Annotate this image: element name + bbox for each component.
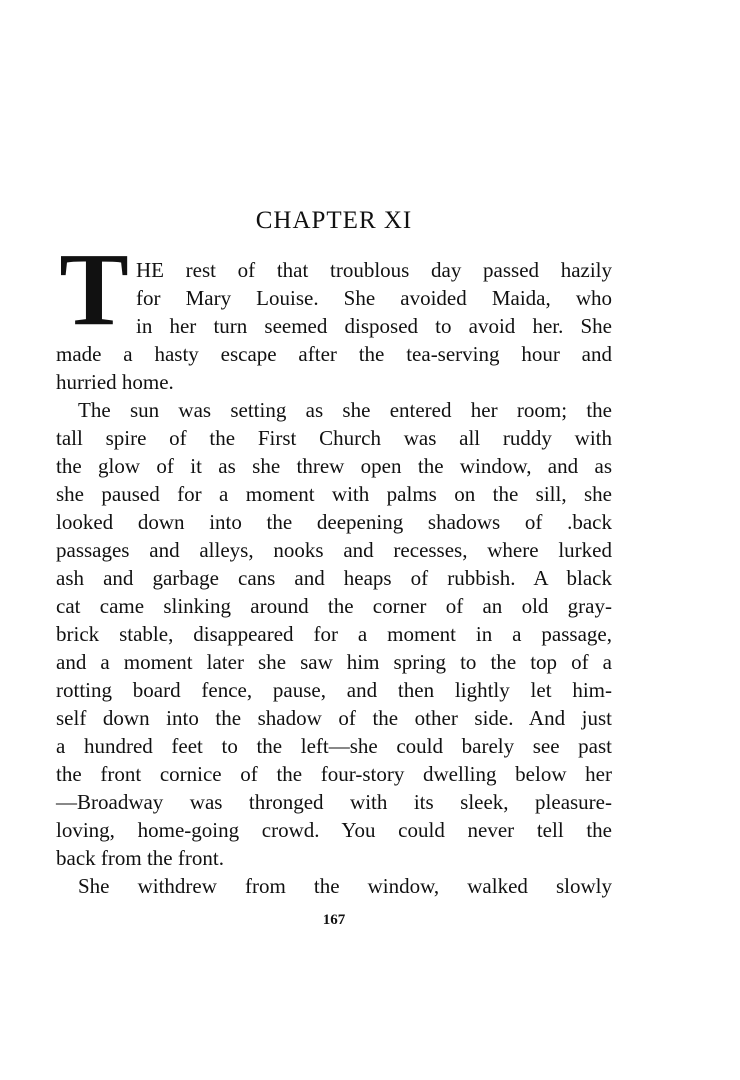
text-line: The sun was setting as she entered her room; the xyxy=(78,398,612,422)
text-line: loving, home-going crowd. You could never tell the xyxy=(56,818,612,842)
text-line: hurried home. xyxy=(56,370,174,394)
text-line: for Mary Louise. She avoided Maida, who xyxy=(136,286,612,310)
text-line: cat came slinking around the corner of an old gray- xyxy=(56,594,612,618)
text-line: passages and alleys, nooks and recesses, where lurked xyxy=(56,538,612,562)
text-line: looked down into the deepening shadows of .back xyxy=(56,510,612,534)
text-line: self down into the shadow of the other side. And just xyxy=(56,706,612,730)
text-line: ash and garbage cans and heaps of rubbish. A black xyxy=(56,566,612,590)
text-line: —Broadway was thronged with its sleek, pleasure- xyxy=(56,790,612,814)
text-line: brick stable, disappeared for a moment in a passage, xyxy=(56,622,612,646)
drop-cap: T xyxy=(59,232,129,347)
text-line: HE rest of that troublous day passed hazily xyxy=(136,258,612,282)
text-line: rotting board fence, pause, and then lightly let him- xyxy=(56,678,612,702)
text-line: back from the front. xyxy=(56,846,224,870)
text-line: tall spire of the First Church was all ruddy with xyxy=(56,426,612,450)
text-line: in her turn seemed disposed to avoid her. She xyxy=(136,314,612,338)
text-line: the glow of it as she threw open the window, and as xyxy=(56,454,612,478)
text-line: She withdrew from the window, walked slowly xyxy=(78,874,612,898)
text-line: the front cornice of the four-story dwelling below her xyxy=(56,762,612,786)
book-page xyxy=(56,0,612,1080)
text-line: a hundred feet to the left—she could barely see past xyxy=(56,734,612,758)
page-number: 167 xyxy=(322,912,346,928)
text-line: she paused for a moment with palms on the sill, she xyxy=(56,482,612,506)
text-line: made a hasty escape after the tea-serving hour and xyxy=(56,342,612,366)
chapter-title: CHAPTER XI xyxy=(255,207,413,234)
text-line: and a moment later she saw him spring to the top of a xyxy=(56,650,612,674)
